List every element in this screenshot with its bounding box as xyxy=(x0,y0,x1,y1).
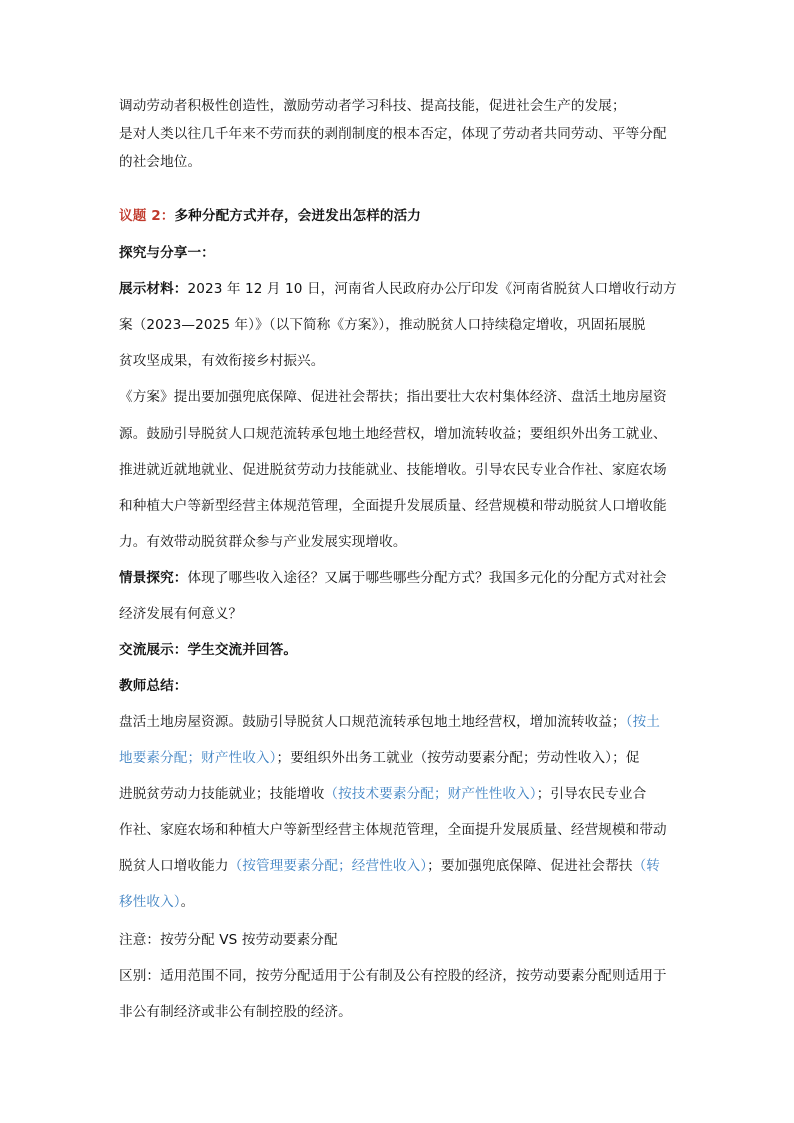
plan-line-1: 《方案》提出要加强兜底保障、促进社会帮扶；指出要壮大农村集体经济、盘活土地房屋资 xyxy=(119,389,667,405)
teacher-summary-heading: 教师总结： xyxy=(119,678,188,694)
note-line-3: 非公有制经济或非公有制控股的经济。 xyxy=(119,1004,352,1020)
summary-text: ；要加强兜底保障、促进社会帮扶 xyxy=(427,858,633,874)
topic-2-text: 多种分配方式并存，会迸发出怎样的活力 xyxy=(174,208,421,224)
summary-annotation: （按技术要素分配；财产性性收入） xyxy=(324,786,537,802)
summary-text: ；要组织外出务工就业（按劳动要素分配；劳动性收入）；促 xyxy=(276,750,640,766)
scenario-line-2: 经济发展有何意义？ xyxy=(119,606,243,622)
material-text-1: 2023 年 12 月 10 日，河南省人民政府办公厅印发《河南省脱贫人口增收行动方 xyxy=(187,281,677,297)
scenario-label: 情景探究： xyxy=(119,570,188,586)
material-line-3: 贫攻坚成果，有效衔接乡村振兴。 xyxy=(119,353,325,369)
summary-text: 盘活土地房屋资源。鼓励引导脱贫人口规范流转承包地土地经营权，增加流转收益； xyxy=(119,714,626,730)
exchange-line xyxy=(119,640,297,660)
intro-line-2: 是对人类以往几千年来不劳而获的剥削制度的根本否定，体现了劳动者共同劳动、平等分配 xyxy=(119,126,667,142)
scenario-line-1 xyxy=(119,568,667,588)
intro-line-3: 的社会地位。 xyxy=(119,154,202,170)
summary-annotation: （按土 xyxy=(625,714,660,730)
plan-line-3: 推进就近就地就业、促进脱贫劳动力技能就业、技能增收。引导农民专业合作社、家庭农场 xyxy=(119,462,667,478)
summary-annotation: 地要素分配；财产性收入） xyxy=(119,750,277,766)
plan-line-5: 力。有效带动脱贫群众参与产业发展实现增收。 xyxy=(119,534,407,550)
intro-line-1: 调动劳动者积极性创造性，激励劳动者学习科技、提高技能，促进社会生产的发展； xyxy=(119,98,626,114)
summary-annotation: （转 xyxy=(632,858,660,874)
summary-line-4: 作社、家庭农场和种植大户等新型经营主体规范管理，全面提升发展质量、经营规模和带动 xyxy=(119,822,667,838)
material-line-2: 案（2023—2025 年）》（以下简称《方案》），推动脱贫人口持续稳定增收，巩固拓展脱 xyxy=(119,317,646,333)
plan-line-2: 源。鼓励引导脱贫人口规范流转承包地土地经营权，增加流转收益；要组织外出务工就业、 xyxy=(119,426,667,442)
exchange-text: 学生交流并回答。 xyxy=(187,642,298,658)
note-line-1: 注意：按劳分配 VS 按劳动要素分配 xyxy=(119,932,338,948)
summary-line-2 xyxy=(119,748,639,768)
summary-line-3 xyxy=(119,784,646,804)
explore-heading: 探究与分享一： xyxy=(119,245,215,261)
summary-annotation: 移性收入） xyxy=(119,894,181,910)
material-label: 展示材料： xyxy=(119,281,188,297)
summary-text: ；引导农民专业合 xyxy=(536,786,647,802)
scenario-text-1: 体现了哪些收入途径？又属于哪些哪些分配方式？我国多元化的分配方式对社会 xyxy=(187,570,667,586)
material-line-1 xyxy=(119,279,677,299)
summary-line-1 xyxy=(119,712,660,732)
exchange-label: 交流展示： xyxy=(119,642,188,658)
summary-line-6 xyxy=(119,892,194,912)
summary-text: 进脱贫劳动力技能就业；技能增收 xyxy=(119,786,325,802)
summary-annotation: （按管理要素分配；经营性收入） xyxy=(228,858,428,874)
summary-text: 脱贫人口增收能力 xyxy=(119,858,229,874)
topic-2-label: 议题 2： xyxy=(119,208,175,224)
summary-text: 。 xyxy=(180,894,195,910)
summary-line-5 xyxy=(119,856,660,876)
topic-2-heading xyxy=(119,206,421,226)
plan-line-4: 和种植大户等新型经营主体规范管理，全面提升发展质量、经营规模和带动脱贫人口增收能 xyxy=(119,498,667,514)
note-line-2: 区别：适用范围不同，按劳分配适用于公有制及公有控股的经济，按劳动要素分配则适用于 xyxy=(119,968,667,984)
